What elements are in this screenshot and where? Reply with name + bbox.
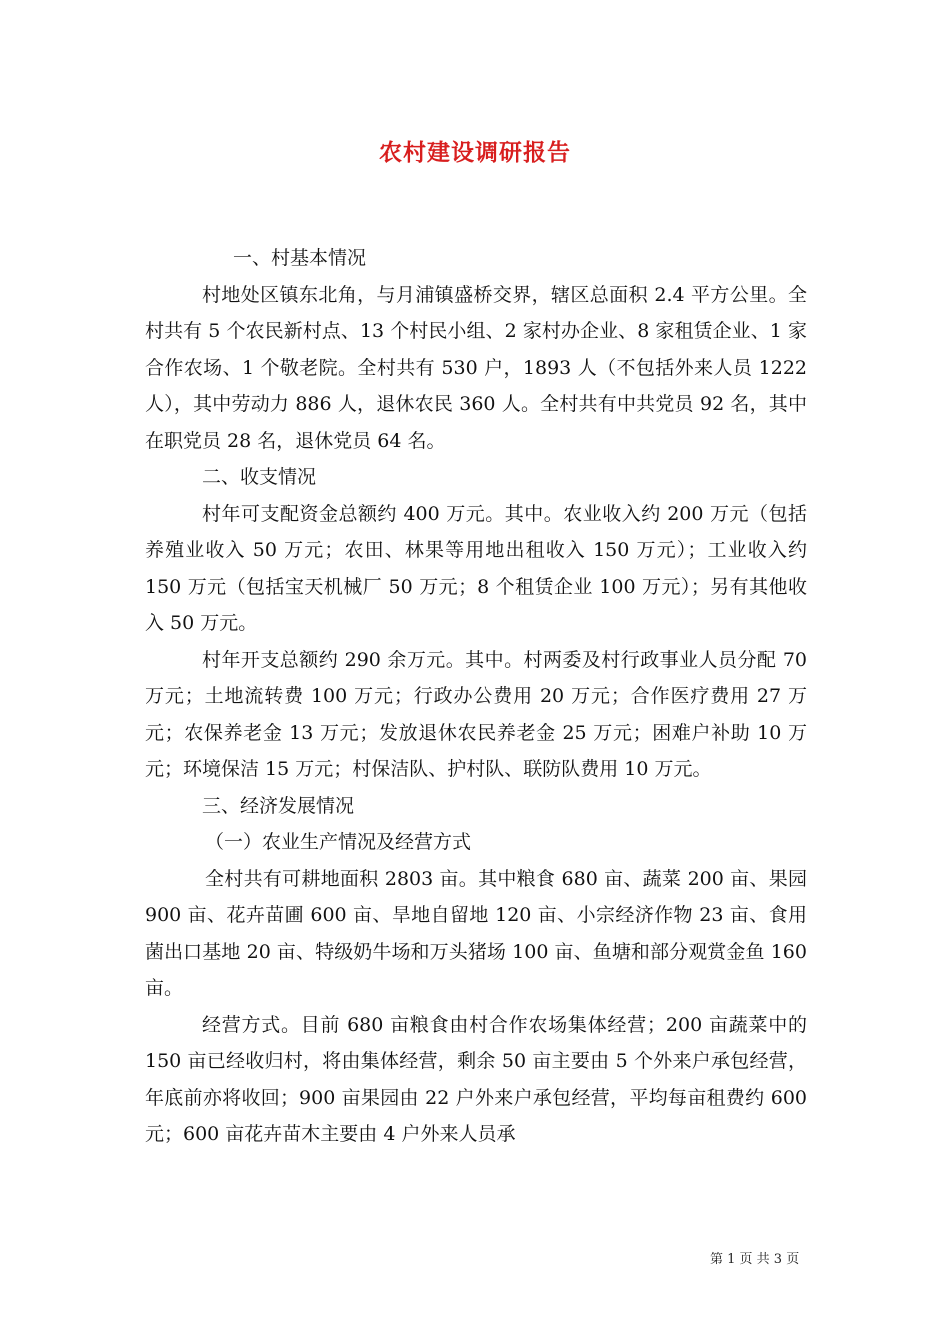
section-heading-basic-info: 一、村基本情况	[233, 247, 367, 269]
paragraph-farmland: 全村共有可耕地面积 2803 亩。其中粮食 680 亩、蔬菜 200 亩、果园 900 亩、花卉苗圃 600 亩、旱地自留地 120 亩、小宗经济作物 23 亩、食用菌出口基地 20 亩、特级奶牛场和万头猪场 100 亩、鱼塘和部分观赏金鱼 160 亩。	[145, 867, 807, 999]
subsection-heading-agriculture: （一）农业生产情况及经营方式	[205, 831, 472, 853]
section-heading-economy: 三、经济发展情况	[202, 794, 355, 817]
paragraph-basic-info: 村地处区镇东北角，与月浦镇盛桥交界，辖区总面积 2.4 平方公里。全村共有 5 个农民新村点、13 个村民小组、2 家村办企业、8 家租赁企业、1 家合作农场、1 个敬老院。全村共有 530 户，1893 人（不包括外来人员 1222 人），其中劳动力 886 人，退休农民 360 人。全村共有中共党员 92 名，其中在职党员 28 名，退休党员 64 名。	[145, 283, 807, 452]
document-body	[145, 240, 807, 1153]
paragraph-management: 经营方式。目前 680 亩粮食由村合作农场集体经营；200 亩蔬菜中的 150 亩已经收归村，将由集体经营，剩余 50 亩主要由 5 个外来户承包经营，年底前亦将收回；900 亩果园由 22 户外来户承包经营，平均每亩租费约 600 元；600 亩花卉苗木主要由 4 户外来人员承	[145, 1013, 807, 1145]
paragraph-expense: 村年开支总额约 290 余万元。其中。村两委及村行政事业人员分配 70 万元；土地流转费 100 万元；行政办公费用 20 万元；合作医疗费用 27 万元；农保养老金 13 万元；发放退休农民养老金 25 万元；困难户补助 10 万元；环境保洁 15 万元；村保洁队、护村队、联防队费用 10 万元。	[145, 648, 807, 780]
paragraph-income: 村年可支配资金总额约 400 万元。其中。农业收入约 200 万元（包括养殖业收入 50 万元；农田、林果等用地出租收入 150 万元）；工业收入约 150 万元（包括宝天机械厂 50 万元；8 个租赁企业 100 万元）；另有其他收入 50 万元。	[145, 502, 807, 634]
page-title: 农村建设调研报告	[379, 139, 571, 166]
page-number: 第 1 页 共 3 页	[710, 1252, 800, 1267]
section-heading-income-expense: 二、收支情况	[202, 466, 317, 488]
